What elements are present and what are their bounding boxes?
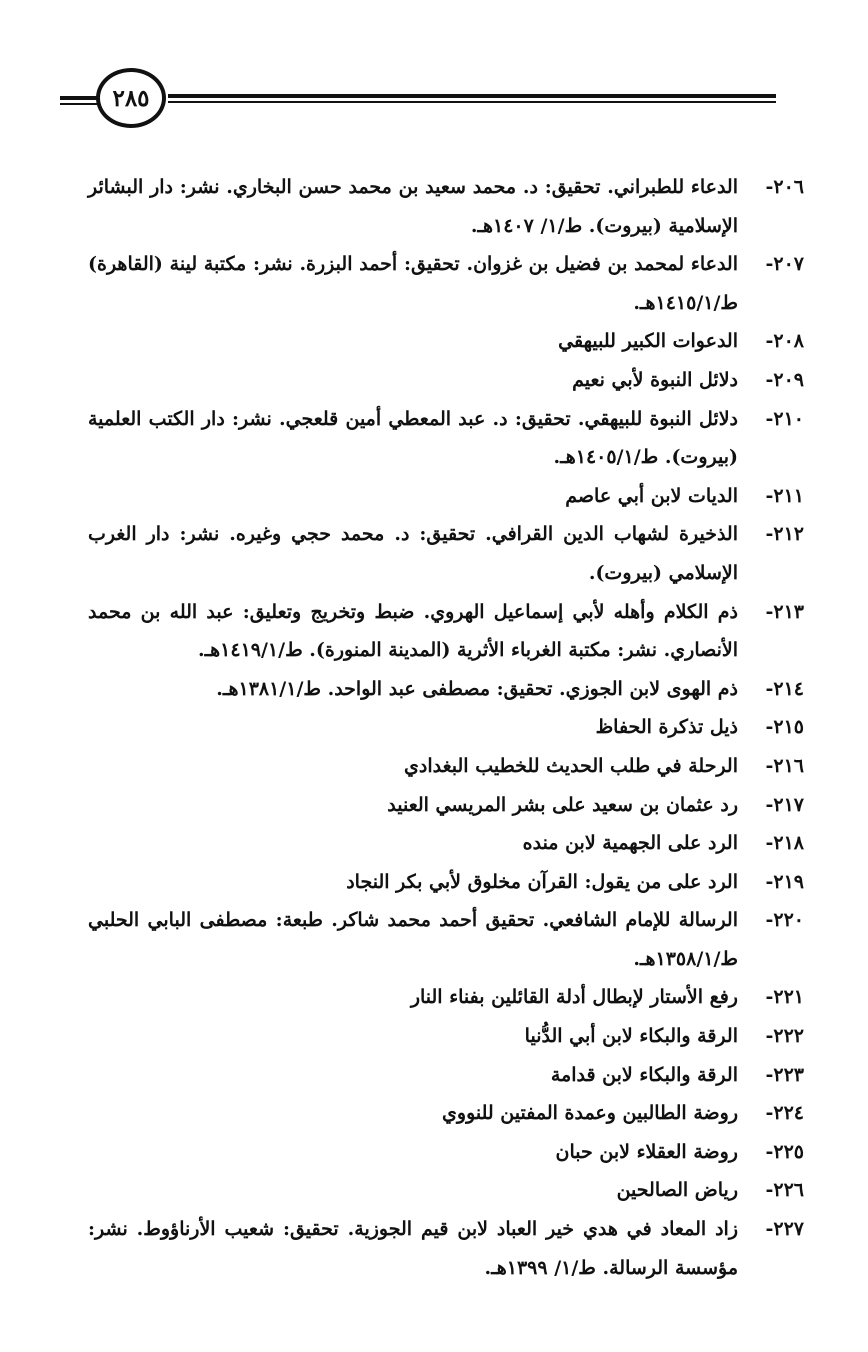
list-item (88, 1094, 804, 1133)
list-item (88, 1171, 804, 1210)
entry-number: ٢٢٤- (765, 1102, 804, 1125)
entry-number: ٢٢٢- (765, 1025, 804, 1048)
list-item (88, 1056, 804, 1095)
list-item (88, 786, 804, 825)
list-item (88, 824, 804, 863)
list-item (88, 708, 804, 747)
entry-number: ٢٢٦- (765, 1179, 804, 1202)
entry-number: ٢٢٥- (765, 1140, 804, 1163)
entry-text: روضة العقلاء لابن حبان (555, 1140, 738, 1163)
list-item (88, 863, 804, 902)
entry-number: ٢١٢- (765, 523, 804, 546)
list-item (88, 322, 804, 361)
entry-text: رفع الأستار لإبطال أدلة القائلين بفناء النار (410, 986, 738, 1009)
entry-number: ٢٢١- (765, 986, 804, 1009)
entry-number: ٢٢٠- (765, 909, 804, 932)
entry-number: ٢١٦- (765, 754, 804, 777)
list-item (88, 515, 804, 592)
entry-text: الرحلة في طلب الحديث للخطيب البغدادي (404, 754, 738, 777)
entry-number: ٢١٥- (765, 716, 804, 739)
list-item (88, 361, 804, 400)
entry-number: ٢٠٧- (765, 253, 804, 276)
entry-number: ٢٠٩- (765, 368, 804, 391)
entry-number: ٢١٩- (765, 870, 804, 893)
list-item (88, 901, 804, 978)
entry-text: الدعاء للطبراني. تحقيق: د. محمد سعيد بن محمد حسن البخاري. نشر: دار البشائر الإسلامية (بيروت). ط/١/ ١٤٠٧هـ. (88, 176, 738, 237)
entry-number: ٢٠٦- (765, 176, 804, 198)
entry-text: رياض الصالحين (616, 1179, 738, 1202)
entry-text: الرقة والبكاء لابن قدامة (550, 1063, 738, 1086)
entry-number: ٢٢٧- (765, 1218, 804, 1241)
entry-number: ٢١٤- (765, 677, 804, 700)
entry-number: ٢٠٨- (765, 330, 804, 353)
entry-text: روضة الطالبين وعمدة المفتين للنووي (442, 1102, 738, 1125)
entry-text: الرسالة للإمام الشافعي. تحقيق أحمد محمد شاكر. طبعة: مصطفى البابي الحلبي ط/١٣٥٨/١هـ. (88, 909, 738, 970)
list-item (88, 1133, 804, 1172)
entry-text: زاد المعاد في هدي خير العباد لابن قيم الجوزية. تحقيق: شعيب الأرناؤوط. نشر: مؤسسة الرسالة. ط/١/ ١٣٩٩هـ. (88, 1218, 738, 1279)
entry-text: ذيل تذكرة الحفاظ (595, 716, 738, 739)
entry-number: ٢١١- (765, 484, 804, 507)
list-item (88, 168, 804, 245)
list-item (88, 245, 804, 322)
page-number-badge (96, 68, 166, 128)
list-item (88, 477, 804, 516)
header-rule-right (168, 94, 776, 98)
entry-number: ٢٢٣- (765, 1063, 804, 1086)
header-rule-right-thin (168, 101, 776, 103)
entry-text: رد عثمان بن سعيد على بشر المريسي العنيد (387, 793, 738, 816)
entry-text: ذم الكلام وأهله لأبي إسماعيل الهروي. ضبط وتخريج وتعليق: عبد الله بن محمد الأنصاري. نشر: مكتبة الغرباء الأثرية (المدينة المنورة). ط/١٤١٩/١هـ. (88, 600, 738, 662)
entry-text: الرد على من يقول: القرآن مخلوق لأبي بكر النجاد (346, 870, 738, 893)
entry-text: دلائل النبوة للبيهقي. تحقيق: د. عبد المعطي أمين قلعجي. نشر: دار الكتب العلمية (بيروت). ط/١٤٠٥/١هـ. (88, 407, 738, 469)
entry-text: الذخيرة لشهاب الدين القرافي. تحقيق: د. محمد حجي وغيره. نشر: دار الغرب الإسلامي (بيروت). (88, 523, 738, 584)
entry-text: الرقة والبكاء لابن أبي الدُّنيا (524, 1025, 738, 1048)
entry-number: ٢١٧- (765, 793, 804, 816)
entry-text: دلائل النبوة لأبي نعيم (572, 368, 738, 391)
entry-text: الدعاء لمحمد بن فضيل بن غزوان. تحقيق: أحمد البزرة. نشر: مكتبة لينة (القاهرة) ط/١٤١٥/١هـ. (88, 253, 738, 314)
page-header (0, 0, 868, 150)
entry-text: الديات لابن أبي عاصم (565, 484, 738, 507)
list-item (88, 747, 804, 786)
entry-text: ذم الهوى لابن الجوزي. تحقيق: مصطفى عبد الواحد. ط/١٣٨١/١هـ. (216, 677, 738, 700)
entry-number: ٢١٨- (765, 832, 804, 855)
entry-text: الرد على الجهمية لابن منده (522, 832, 738, 855)
list-item (88, 1210, 804, 1287)
list-item (88, 1017, 804, 1056)
page-number: ٢٨٥ (112, 84, 150, 112)
list-item (88, 978, 804, 1017)
list-item (88, 670, 804, 709)
entry-text: الدعوات الكبير للبيهقي (558, 330, 738, 353)
list-item (88, 400, 804, 477)
entry-number: ٢١٠- (765, 407, 804, 430)
entry-number: ٢١٣- (765, 600, 804, 623)
bibliography-list (88, 168, 804, 1287)
list-item (88, 593, 804, 670)
